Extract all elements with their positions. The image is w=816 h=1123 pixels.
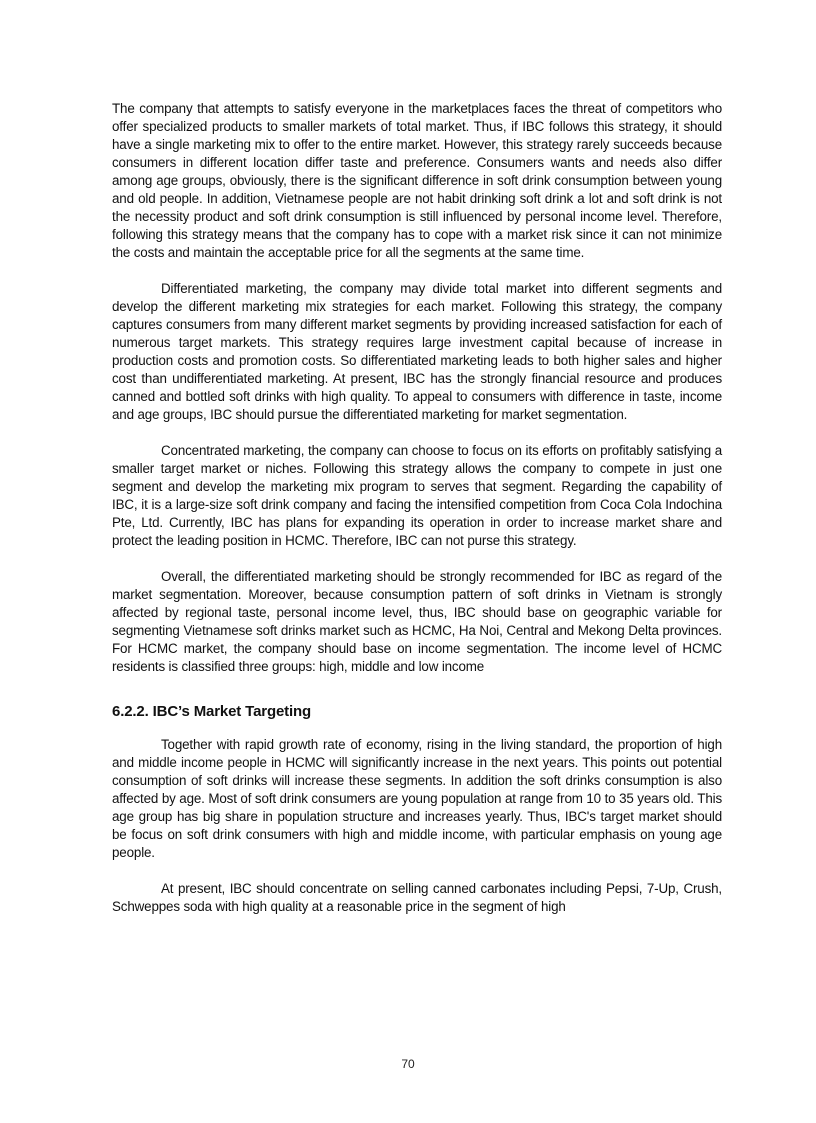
paragraph-canned-carbonates: At present, IBC should concentrate on selling canned carbonates including Pepsi, 7-Up, Crush, Schweppes soda with high quality at a reasonable price in the segment of high <box>112 881 722 914</box>
section-heading: 6.2.2. IBC’s Market Targeting <box>112 703 312 720</box>
paragraph-overall-recommendation: Overall, the differentiated marketing should be strongly recommended for IBC as regard of the market segmentation. Moreover, because consumption pattern of soft drinks in Vietnam is strongly affected by regional taste, personal income level, thus, IBC should base on geographic variable for segmenting Vietnamese soft drinks market such as HCMC, Ha Noi, Central and Mekong Delta provinces. For HCMC market, the company should base on income segmentation. The income level of HCMC residents is classified three groups: high, middle and low income <box>112 569 722 674</box>
paragraph-target-market: Together with rapid growth rate of economy, rising in the living standard, the proportion of high and middle income people in HCMC will significantly increase in the next years. This points out potential consumption of soft drinks will increase these segments. In addition the soft drinks consumption is also affected by age. Most of soft drink consumers are young population at range from 10 to 35 years old. This age group has big share in population structure and increases yearly. Thus, IBC's target market should be focus on soft drink consumers with high and middle income, with particular emphasis on young age people. <box>112 737 722 860</box>
paragraph-concentrated-marketing: Concentrated marketing, the company can choose to focus on its efforts on profitably satisfying a smaller target market or niches. Following this strategy allows the company to compete in just one segment and develop the marketing mix program to serves that segment. Regarding the capability of IBC, it is a large-size soft drink company and facing the intensified competition from Coca Cola Indochina Pte, Ltd. Currently, IBC has plans for expanding its operation in order to increase market share and protect the leading position in HCMC. Therefore, IBC can not purse this strategy. <box>112 443 722 548</box>
page-number: 70 <box>401 1057 415 1071</box>
page-body <box>112 100 722 934</box>
paragraph-undifferentiated-marketing: The company that attempts to satisfy everyone in the marketplaces faces the threat of competitors who offer specialized products to smaller markets of total market. Thus, if IBC follows this strategy, it should have a single marketing mix to offer to the entire market. However, this strategy rarely succeeds because consumers in different location differ taste and preference. Consumers wants and needs also differ among age groups, obviously, there is the significant difference in soft drink consumption between young and old people. In addition, Vietnamese people are not habit drinking soft drink a lot and soft drink is not the necessity product and soft drink consumption is still influenced by personal income level. Therefore, following this strategy means that the company has to cope with a market risk since it can not minimize the costs and maintain the acceptable price for all the segments at the same time. <box>112 101 722 260</box>
paragraph-differentiated-marketing: Differentiated marketing, the company may divide total market into different segments and develop the different marketing mix strategies for each market. Following this strategy, the company captures consumers from many different market segments by providing increased satisfaction for each of numerous target markets. This strategy requires large investment capital because of increase in production costs and promotion costs. So differentiated marketing leads to both higher sales and higher cost than undifferentiated marketing. At present, IBC has the strongly financial resource and produces canned and bottled soft drinks with high quality. To appeal to consumers with difference in taste, income and age groups, IBC should pursue the differentiated marketing for market segmentation. <box>112 281 722 422</box>
